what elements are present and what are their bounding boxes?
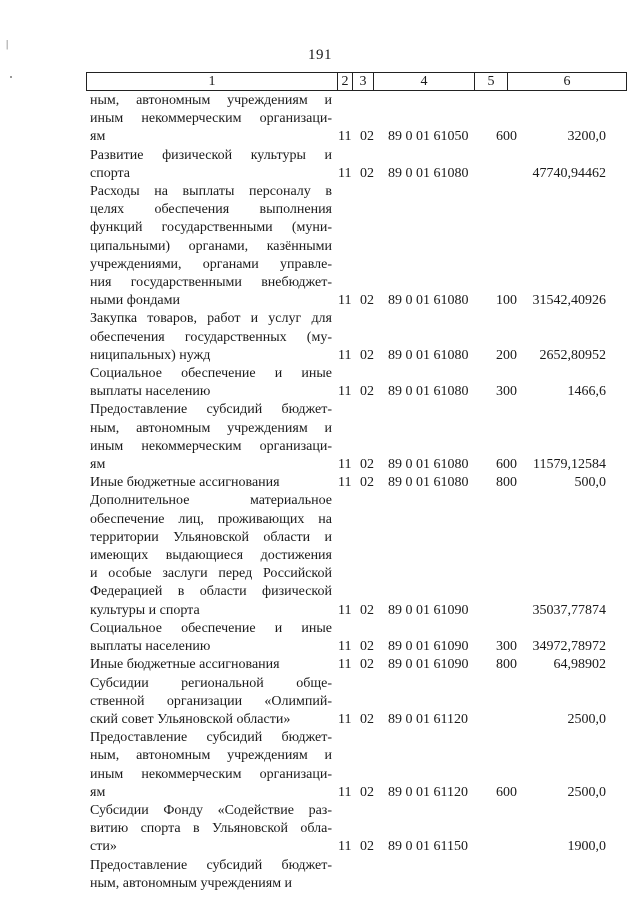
row-description [90, 492, 332, 619]
row-description [90, 802, 332, 857]
description-line: Социальное обеспечение и иные [90, 366, 332, 382]
target-article-code: 89 0 01 61080 [388, 293, 469, 309]
page-number: 191 [308, 47, 332, 63]
section-code: 11 [338, 384, 352, 400]
table-row [0, 675, 640, 730]
amount-value: 2652,80952 [539, 347, 606, 363]
description-line: Предоставление субсидий бюджет- [90, 402, 332, 418]
description-line: функций государственными (муни- [90, 220, 332, 236]
expense-type-code: 800 [496, 657, 517, 673]
budget-codes [338, 838, 526, 856]
amount-value: 2500,0 [567, 711, 606, 727]
section-code: 11 [338, 711, 352, 727]
table-row [0, 365, 640, 401]
description-line: иным некоммерческим организаци- [90, 438, 332, 454]
expense-type-code: 300 [496, 384, 517, 400]
section-code: 11 [338, 602, 352, 618]
row-description [90, 310, 332, 365]
budget-codes [338, 784, 526, 802]
table-row [0, 656, 640, 674]
row-description [90, 183, 332, 310]
amount-value: 3200,0 [567, 129, 606, 145]
description-line: обеспечение лиц, проживающих на [90, 511, 332, 527]
table-row [0, 492, 640, 619]
description-line: ными фондами [90, 293, 181, 309]
description-line: Федерацией в области физической [90, 584, 332, 600]
subsection-code: 02 [360, 457, 374, 473]
section-code: 11 [338, 475, 352, 491]
subsection-code: 02 [360, 293, 374, 309]
table-row [0, 401, 640, 474]
table-row [0, 147, 640, 183]
column-header-2: 2 [338, 73, 353, 91]
description-line: ным, автономным учреждениям и [90, 748, 332, 764]
subsection-code: 02 [360, 384, 374, 400]
budget-codes [338, 128, 526, 146]
subsection-code: 02 [360, 711, 374, 727]
section-code: 11 [338, 129, 352, 145]
scan-dot [10, 76, 12, 78]
target-article-code: 89 0 01 61080 [388, 384, 469, 400]
table-row [0, 183, 640, 310]
budget-codes [338, 602, 526, 620]
margin-mark: | [6, 38, 9, 50]
description-line: территории Ульяновской области и [90, 529, 332, 545]
description-line: ственной организации «Олимпий- [90, 693, 332, 709]
row-description [90, 729, 332, 802]
target-article-code: 89 0 01 61150 [388, 839, 468, 855]
target-article-code: 89 0 01 61120 [388, 711, 468, 727]
description-line: Социальное обеспечение и иные [90, 620, 332, 636]
expense-type-code: 200 [496, 347, 517, 363]
description-line: и особые заслуги перед Российской [90, 566, 332, 582]
description-line: Дополнительное материальное [90, 493, 332, 509]
subsection-code: 02 [360, 347, 374, 363]
budget-codes [338, 875, 526, 893]
target-article-code: 89 0 01 61090 [388, 657, 469, 673]
column-header-6: 6 [508, 73, 627, 91]
column-header-5: 5 [475, 73, 508, 91]
expense-type-code: 800 [496, 475, 517, 491]
target-article-code: 89 0 01 61080 [388, 457, 469, 473]
subsection-code: 02 [360, 657, 374, 673]
table-row [0, 857, 640, 893]
subsection-code: 02 [360, 129, 374, 145]
description-line: ния государственными внебюджет- [90, 275, 332, 291]
subsection-code: 02 [360, 839, 374, 855]
table-row [0, 474, 640, 492]
description-line: ниципальных) нужд [90, 347, 211, 363]
section-code: 11 [338, 639, 352, 655]
description-line: ям [90, 457, 106, 473]
description-line: Закупка товаров, работ и услуг для [90, 311, 332, 327]
expense-type-code: 300 [496, 639, 517, 655]
description-line: ям [90, 129, 106, 145]
description-line: Субсидии Фонду «Содействие раз- [90, 802, 332, 818]
subsection-code: 02 [360, 639, 374, 655]
description-line: Иные бюджетные ассигнования [90, 657, 280, 673]
description-line: выплаты населению [90, 384, 211, 400]
description-line: Иные бюджетные ассигнования [90, 475, 280, 491]
row-description [90, 620, 332, 656]
row-description [90, 656, 332, 674]
budget-codes [338, 456, 526, 474]
table-row [0, 620, 640, 656]
row-description [90, 675, 332, 730]
budget-codes [338, 165, 526, 183]
description-line: Субсидии региональной обще- [90, 675, 332, 691]
amount-value: 34972,78972 [532, 639, 606, 655]
target-article-code: 89 0 01 61120 [388, 784, 468, 800]
budget-table-body [0, 92, 640, 893]
expense-type-code: 100 [496, 293, 517, 309]
description-line: Предоставление субсидий бюджет- [90, 857, 332, 873]
column-header-table [86, 72, 627, 91]
table-row [0, 92, 640, 147]
description-line: ным, автономным учреждениям и [90, 93, 332, 108]
section-code: 11 [338, 784, 352, 800]
section-code: 11 [338, 347, 352, 363]
description-line: обеспечения государственных (му- [90, 329, 332, 345]
target-article-code: 89 0 01 61090 [388, 602, 469, 618]
target-article-code: 89 0 01 61050 [388, 129, 469, 145]
budget-codes [338, 656, 526, 674]
target-article-code: 89 0 01 61080 [388, 347, 469, 363]
description-line: учреждениями, органами управле- [90, 256, 332, 272]
row-description [90, 474, 332, 492]
expense-type-code: 600 [496, 784, 517, 800]
amount-value: 1466,6 [567, 384, 606, 400]
description-line: целях обеспечения выполнения [90, 202, 332, 218]
column-header-1: 1 [87, 73, 338, 91]
row-description [90, 92, 332, 147]
expense-type-code: 600 [496, 129, 517, 145]
amount-value: 500,0 [574, 475, 606, 491]
target-article-code: 89 0 01 61080 [388, 165, 469, 181]
target-article-code: 89 0 01 61080 [388, 475, 469, 491]
description-line: иным некоммерческим организаци- [90, 111, 332, 127]
section-code: 11 [338, 657, 352, 673]
column-header-4: 4 [374, 73, 475, 91]
table-row [0, 310, 640, 365]
amount-value: 1900,0 [567, 839, 606, 855]
section-code: 11 [338, 293, 352, 309]
subsection-code: 02 [360, 784, 374, 800]
table-row [0, 802, 640, 857]
budget-codes [338, 347, 526, 365]
row-description [90, 857, 332, 893]
budget-codes [338, 711, 526, 729]
row-description [90, 365, 332, 401]
section-code: 11 [338, 457, 352, 473]
description-line: спорта [90, 165, 131, 181]
budget-codes [338, 474, 526, 492]
description-line: Расходы на выплаты персоналу в [90, 184, 332, 200]
amount-value: 47740,94462 [532, 165, 606, 181]
target-article-code: 89 0 01 61090 [388, 639, 469, 655]
description-line: культуры и спорта [90, 602, 200, 618]
description-line: сти» [90, 839, 117, 855]
budget-codes [338, 638, 526, 656]
amount-value: 2500,0 [567, 784, 606, 800]
description-line: выплаты населению [90, 639, 211, 655]
subsection-code: 02 [360, 602, 374, 618]
expense-type-code: 600 [496, 457, 517, 473]
description-line: иным некоммерческим организаци- [90, 766, 332, 782]
budget-codes [338, 383, 526, 401]
section-code: 11 [338, 839, 352, 855]
amount-value: 11579,12584 [533, 457, 606, 473]
amount-value: 35037,77874 [532, 602, 606, 618]
subsection-code: 02 [360, 165, 374, 181]
section-code: 11 [338, 165, 352, 181]
description-line: витию спорта в Ульяновской обла- [90, 821, 332, 837]
subsection-code: 02 [360, 475, 374, 491]
description-line: ям [90, 784, 106, 800]
table-row [0, 729, 640, 802]
row-description [90, 147, 332, 183]
description-line: имеющих выдающиеся достижения [90, 548, 332, 564]
description-line: Развитие физической культуры и [90, 147, 332, 163]
description-line: ным, автономным учреждениям и [90, 875, 293, 891]
description-line: ципальными) органами, казёнными [90, 238, 332, 254]
description-line: Предоставление субсидий бюджет- [90, 730, 332, 746]
description-line: ский совет Ульяновской области» [90, 711, 291, 727]
amount-value: 64,98902 [553, 657, 606, 673]
amount-value: 31542,40926 [532, 293, 606, 309]
column-header-3: 3 [353, 73, 374, 91]
description-line: ным, автономным учреждениям и [90, 420, 332, 436]
row-description [90, 401, 332, 474]
budget-codes [338, 292, 526, 310]
